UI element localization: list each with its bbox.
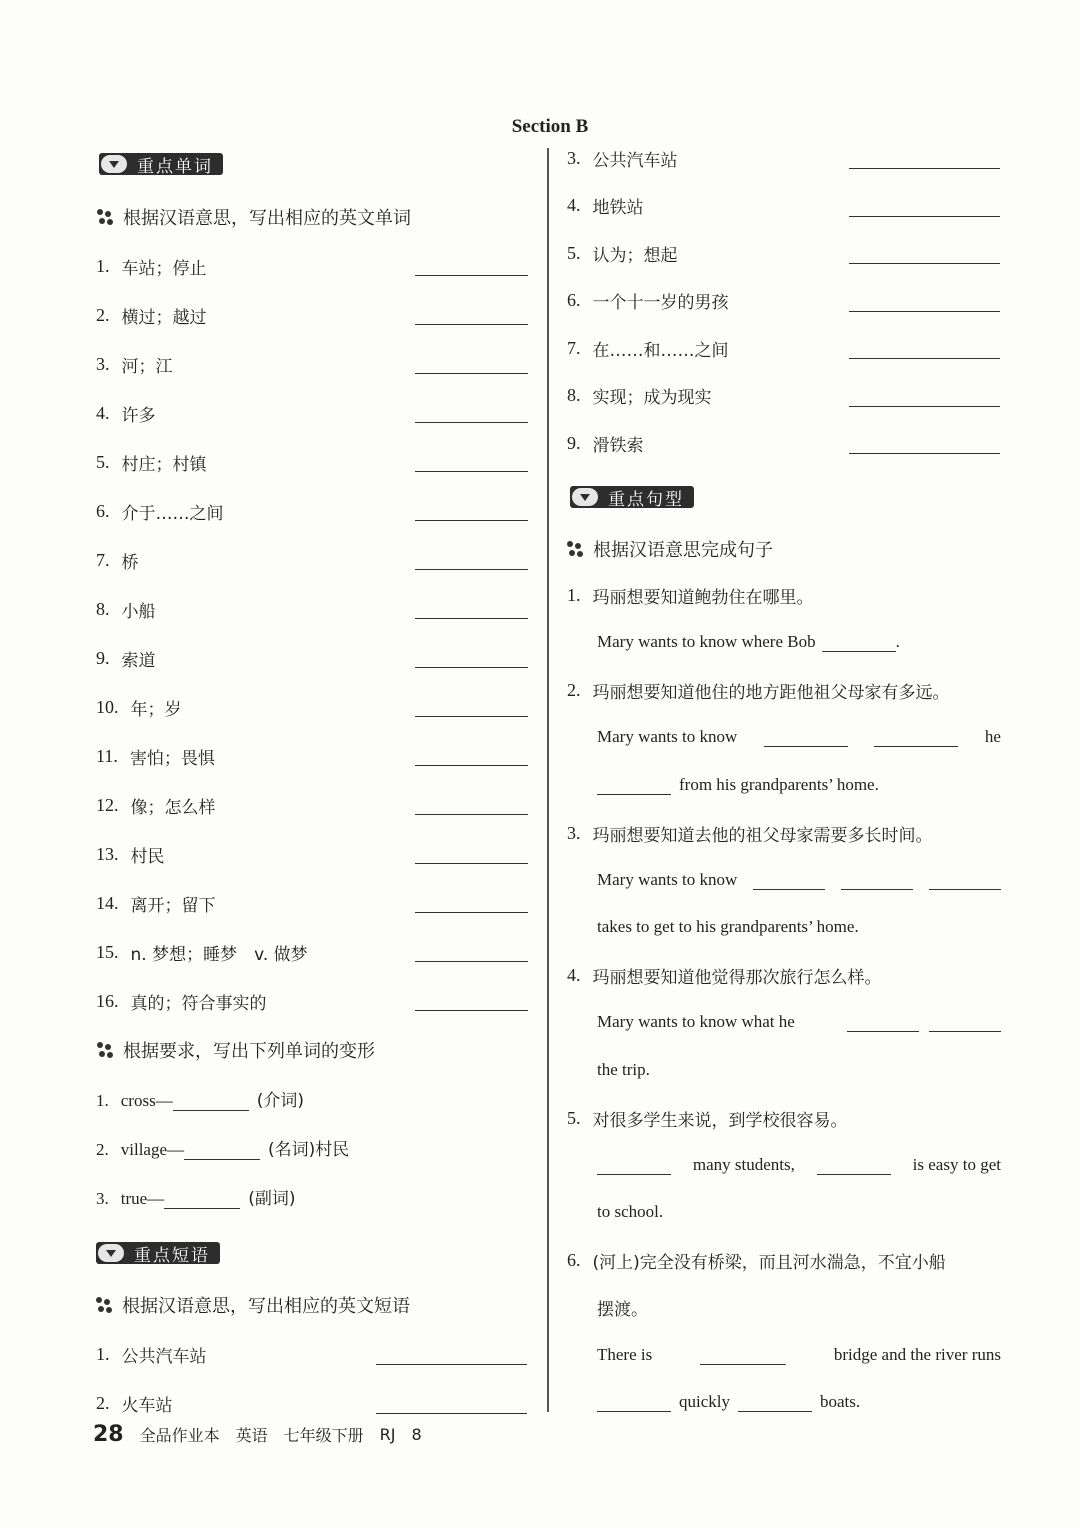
answer-blank[interactable] [817, 1156, 891, 1175]
footer-subject: 英语 [235, 1426, 268, 1445]
badge-label: 重点短语 [134, 1245, 210, 1266]
phrase-item: 9. 滑铁索 [567, 432, 644, 456]
answer-blank[interactable] [841, 871, 913, 890]
answer-blank[interactable] [929, 1013, 1001, 1032]
answer-blank[interactable] [597, 776, 671, 795]
answer-blank[interactable] [415, 912, 528, 913]
word-item: 1. 车站；停止 [96, 255, 207, 279]
instruction-text: 根据汉语意思，写出相应的英文短语 [122, 1296, 410, 1317]
footer-num: 8 [411, 1425, 422, 1444]
answer-blank[interactable] [847, 1013, 919, 1032]
form-item-3: 3. true— (副词) [96, 1189, 296, 1209]
answer-blank[interactable] [415, 569, 528, 570]
answer-blank[interactable] [849, 168, 1000, 169]
badge-key-sentences [570, 486, 694, 508]
instruction-sentences [567, 536, 773, 562]
chevron-down-icon [572, 488, 598, 506]
word-item: 16. 真的；符合事实的 [96, 990, 267, 1014]
phrase-item: 6. 一个十一岁的男孩 [567, 290, 729, 313]
section-title: Section B [511, 116, 589, 137]
answer-blank[interactable] [415, 716, 528, 717]
phrase-item: 4. 地铁站 [567, 195, 644, 218]
badge-label: 重点句型 [608, 489, 684, 510]
footer-edition: RJ [379, 1425, 396, 1444]
answer-blank[interactable] [849, 406, 1000, 407]
sentence-6-cn-line2: 摆渡。 [597, 1299, 648, 1320]
chevron-down-icon [98, 1244, 124, 1262]
word-item: 6. 介于……之间 [96, 500, 224, 524]
form-item-2: 2. village— (名词)村民 [96, 1140, 350, 1160]
phrase-item: 5. 认为；想起 [567, 242, 678, 266]
column-divider [547, 148, 549, 1412]
badge-key-phrases [96, 1242, 220, 1264]
word-item: 7. 桥 [96, 549, 139, 573]
word-item: 2. 横过；越过 [96, 304, 207, 328]
dots-icon [567, 541, 585, 557]
form-blank[interactable] [164, 1190, 240, 1209]
answer-blank[interactable] [415, 1010, 528, 1011]
answer-blank[interactable] [597, 1393, 671, 1412]
answer-blank[interactable] [849, 216, 1000, 217]
dots-icon [97, 209, 115, 225]
word-item: 8. 小船 [96, 598, 156, 622]
word-item: 11. 害怕；畏惧 [96, 745, 215, 769]
sentence-item-2: 2. 玛丽想要知道他住的地方距他祖父母家有多远。 [567, 679, 950, 703]
answer-blank[interactable] [849, 311, 1000, 312]
answer-blank[interactable] [415, 765, 528, 766]
chevron-down-icon [101, 155, 127, 173]
phrase-item: 1. 公共汽车站 [96, 1343, 207, 1367]
answer-blank[interactable] [415, 471, 528, 472]
form-blank[interactable] [173, 1092, 249, 1111]
sentence-item-6: 6. (河上)完全没有桥梁，而且河水湍急，不宜小船 [567, 1249, 946, 1273]
answer-blank[interactable] [415, 618, 528, 619]
sentence-1-en: Mary wants to know where Bob . [597, 632, 900, 651]
answer-blank[interactable] [376, 1413, 527, 1414]
instruction-phrases [96, 1292, 410, 1318]
sentence-2-en-line1: Mary wants to know he [597, 727, 1001, 746]
answer-blank[interactable] [415, 863, 528, 864]
word-item: 9. 索道 [96, 647, 156, 671]
word-item: 14. 离开；留下 [96, 892, 216, 916]
answer-blank[interactable] [738, 1393, 812, 1412]
answer-blank[interactable] [415, 373, 528, 374]
footer-grade: 七年级下册 [283, 1426, 364, 1445]
footer-book: 全品作业本 [139, 1426, 220, 1445]
form-blank[interactable] [184, 1141, 260, 1160]
phrase-item: 8. 实现；成为现实 [567, 385, 712, 408]
answer-blank[interactable] [597, 1156, 671, 1175]
badge-key-words [99, 153, 223, 175]
answer-blank[interactable] [849, 453, 1000, 454]
sentence-item-4: 4. 玛丽想要知道他觉得那次旅行怎么样。 [567, 964, 882, 988]
answer-blank[interactable] [700, 1346, 786, 1365]
answer-blank[interactable] [415, 961, 528, 962]
dots-icon [97, 1042, 115, 1058]
sentence-4-en-line2: the trip. [597, 1060, 650, 1079]
word-item: 4. 许多 [96, 402, 156, 426]
phrase-item: 7. 在……和……之间 [567, 337, 729, 361]
sentence-6-en-line2: quickly boats. [597, 1392, 860, 1412]
word-item: 5. 村庄；村镇 [96, 451, 207, 475]
badge-label: 重点单词 [137, 156, 213, 177]
answer-blank[interactable] [376, 1364, 527, 1365]
answer-blank[interactable] [929, 871, 1001, 890]
dots-icon [96, 1297, 114, 1313]
answer-blank[interactable] [415, 520, 528, 521]
answer-blank[interactable] [753, 871, 825, 890]
sentence-item-3: 3. 玛丽想要知道去他的祖父母家需要多长时间。 [567, 822, 933, 846]
word-item: 15. n. 梦想；睡梦 v. 做梦 [96, 941, 308, 965]
answer-blank[interactable] [415, 422, 528, 423]
phrase-item: 3. 公共汽车站 [567, 147, 678, 171]
word-item: 13. 村民 [96, 843, 165, 867]
sentence-3-en-line2: takes to get to his grandparents’ home. [597, 917, 859, 936]
answer-blank[interactable] [415, 324, 528, 325]
answer-blank[interactable] [849, 358, 1000, 359]
sentence-3-en-line1: Mary wants to know [597, 870, 1001, 890]
answer-blank[interactable] [764, 728, 848, 747]
instruction-words [97, 204, 411, 230]
instruction-text: 根据要求，写出下列单词的变形 [123, 1041, 375, 1062]
answer-blank[interactable] [822, 633, 896, 652]
answer-blank[interactable] [415, 814, 528, 815]
sentence-item-5: 5. 对很多学生来说，到学校很容易。 [567, 1107, 848, 1131]
word-item: 3. 河；江 [96, 353, 173, 377]
form-item-1: 1. cross— (介词) [96, 1091, 304, 1111]
answer-blank[interactable] [849, 263, 1000, 264]
sentence-2-en-line2: from his grandparents’ home. [597, 775, 879, 795]
instruction-forms [97, 1037, 375, 1063]
word-item: 12. 像；怎么样 [96, 794, 216, 818]
sentence-5-en-line1: many students, is easy to get [597, 1155, 1001, 1175]
page-footer [93, 1422, 438, 1447]
instruction-text: 根据汉语意思完成句子 [593, 540, 773, 561]
page-number: 28 [93, 1422, 124, 1447]
sentence-6-en-line1: There is bridge and the river runs [597, 1345, 1001, 1364]
phrase-item: 2. 火车站 [96, 1392, 173, 1416]
answer-blank[interactable] [415, 667, 528, 668]
word-item: 10. 年；岁 [96, 696, 182, 720]
sentence-5-en-line2: to school. [597, 1202, 664, 1221]
sentence-4-en-line1: Mary wants to know what he [597, 1012, 1001, 1032]
answer-blank[interactable] [415, 275, 528, 276]
answer-blank[interactable] [874, 728, 958, 747]
instruction-text: 根据汉语意思，写出相应的英文单词 [123, 208, 411, 229]
sentence-item-1: 1. 玛丽想要知道鲍勃住在哪里。 [567, 584, 814, 608]
